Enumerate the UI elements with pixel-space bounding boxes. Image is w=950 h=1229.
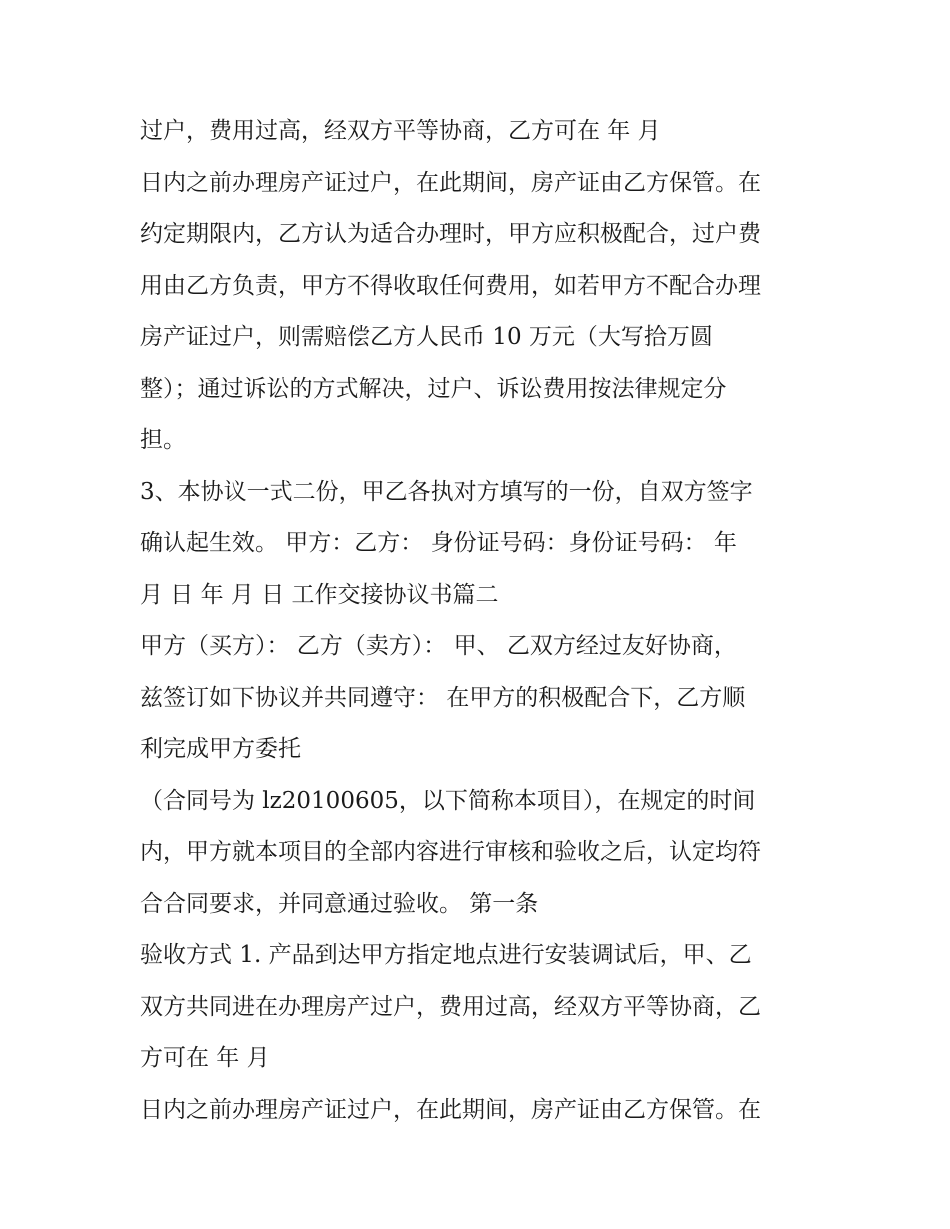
text-line: 甲方（买方）： 乙方（卖方）： 甲、 乙双方经过友好协商， [140, 633, 737, 659]
text-line: 方可在 年 月 [140, 1045, 270, 1071]
text-line: 过户，费用过高，经双方平等协商，乙方可在 年 月 [140, 118, 661, 144]
text-line: 日内之前办理房产证过户，在此期间，房产证由乙方保管。在 [140, 1096, 761, 1123]
text-line: 整）；通过诉讼的方式解决，过户、诉讼费用按法律规定分 [140, 375, 727, 402]
text-line: 确认起生效。 甲方：乙方： 身份证号码：身份证号码： 年 [140, 530, 737, 556]
text-line: （合同号为 lz20100605，以下简称本项目），在规定的时间 [140, 787, 756, 814]
text-line: 约定期限内，乙方认为适合办理时，甲方应积极配合，过户费 [140, 221, 761, 247]
text-line: 兹签订如下协议并共同遵守： 在甲方的积极配合下，乙方顺 [140, 684, 746, 711]
text-line: 内，甲方就本项目的全部内容进行审核和验收之后，认定均符 [140, 839, 761, 865]
text-line: 3、本协议一式二份，甲乙各执对方填写的一份，自双方签字 [140, 478, 753, 505]
text-line: 双方共同进在办理房产过户，费用过高，经双方平等协商，乙 [140, 993, 761, 1020]
text-line: 合合同要求，并同意通过验收。 第一条 [140, 890, 539, 917]
text-line: 利完成甲方委托 [140, 736, 301, 762]
text-line: 用由乙方负责，甲方不得收取任何费用，如若甲方不配合办理 [140, 272, 761, 299]
text-line: 担。 [140, 427, 186, 453]
text-line: 日内之前办理房产证过户，在此期间，房产证由乙方保管。在 [140, 169, 761, 196]
text-line: 房产证过户，则需赔偿乙方人民币 10 万元（大写拾万圆 [140, 324, 713, 350]
text-line: 月 日 年 月 日 工作交接协议书篇二 [140, 581, 499, 608]
document-body [140, 106, 820, 1136]
text-line: 验收方式 1. 产品到达甲方指定地点进行安装调试后，甲、乙 [140, 942, 752, 968]
